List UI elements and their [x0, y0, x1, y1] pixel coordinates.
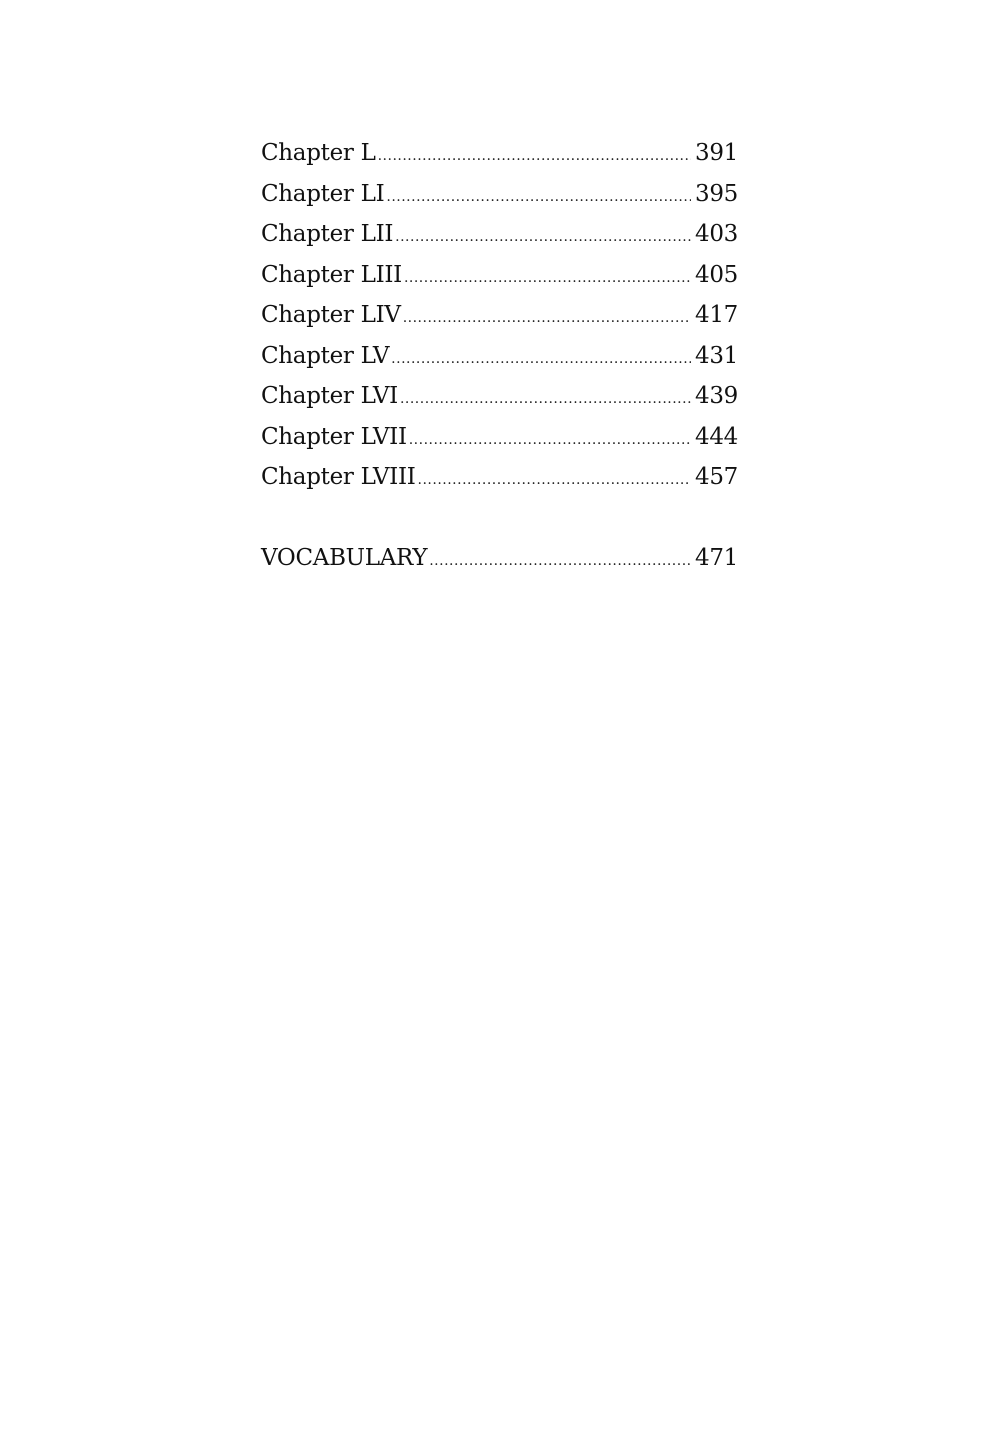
- toc-entry-label: Chapter LIII: [261, 261, 402, 288]
- toc-entry-label: Chapter LIV: [261, 302, 401, 328]
- toc-entry-page-number: 403: [695, 221, 738, 247]
- toc-entry-chapter-liv[interactable]: [261, 295, 738, 336]
- toc-entry-chapter-l[interactable]: [261, 133, 738, 174]
- dot-leader: [429, 541, 691, 582]
- toc-entry-chapter-li[interactable]: [261, 174, 738, 215]
- toc-entry-label: Chapter LVI: [261, 383, 398, 409]
- toc-entry-chapter-lvii[interactable]: [261, 417, 738, 458]
- toc-entry-vocabulary[interactable]: [261, 538, 738, 579]
- toc-entry-page-number: 405: [695, 261, 738, 288]
- toc-entry-chapter-lii[interactable]: [261, 214, 738, 255]
- dot-leader: [391, 339, 691, 380]
- dot-leader: [395, 217, 691, 258]
- toc-entry-chapter-lviii[interactable]: [261, 457, 738, 498]
- toc-entry-page-number: 444: [695, 423, 738, 450]
- toc-entry-label: Chapter LVIII: [261, 464, 416, 490]
- dot-leader: [404, 258, 691, 299]
- dot-leader: [403, 298, 691, 339]
- table-of-contents: [261, 133, 738, 578]
- toc-entry-page-number: 431: [695, 342, 738, 369]
- dot-leader: [400, 379, 691, 420]
- dot-leader: [409, 420, 691, 461]
- toc-entry-page-number: 471: [695, 544, 738, 571]
- toc-entry-page-number: 417: [695, 302, 738, 328]
- toc-entry-page-number: 391: [695, 140, 738, 166]
- toc-entry-chapter-liii[interactable]: [261, 255, 738, 296]
- toc-entry-label: Chapter L: [261, 140, 376, 166]
- dot-leader: [378, 136, 691, 177]
- toc-entry-page-number: 439: [695, 383, 738, 409]
- section-spacer: [261, 498, 738, 538]
- toc-entry-chapter-lv[interactable]: [261, 336, 738, 377]
- dot-leader: [418, 460, 691, 501]
- toc-entry-label: Chapter LII: [261, 221, 394, 247]
- toc-entry-chapter-lvi[interactable]: [261, 376, 738, 417]
- toc-entry-page-number: 395: [695, 180, 738, 207]
- dot-leader: [386, 177, 691, 218]
- toc-entry-page-number: 457: [695, 464, 738, 490]
- toc-entry-label: VOCABULARY: [261, 544, 428, 571]
- toc-entry-label: Chapter LV: [261, 342, 390, 369]
- toc-entry-label: Chapter LI: [261, 180, 385, 207]
- toc-entry-label: Chapter LVII: [261, 423, 407, 450]
